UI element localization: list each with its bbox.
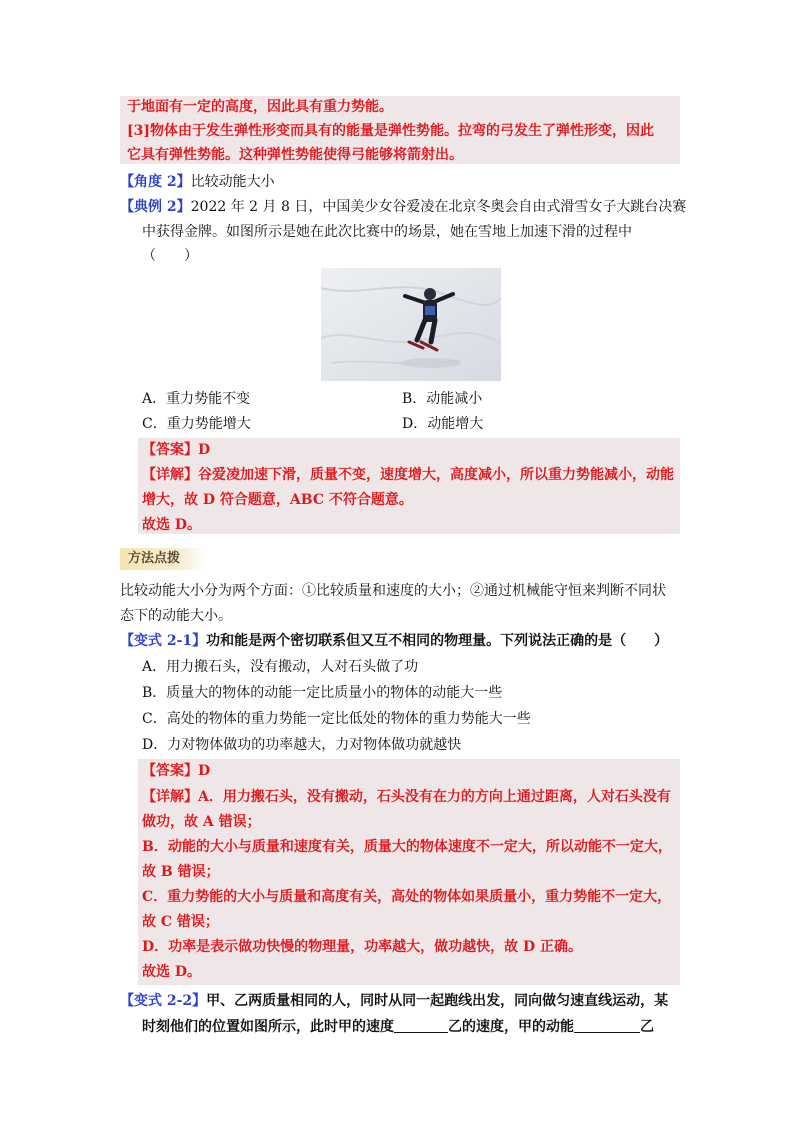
variant1-detail-line-7: D．功率是表示做功快慢的物理量，功率越大，做功越快，故 D 正确。	[142, 939, 583, 955]
example-line-3: （ ）	[142, 248, 198, 264]
method-line-1: 比较动能大小分为两个方面：①比较质量和速度的大小；②通过机械能守恒来判断不同状	[120, 583, 666, 599]
kinetic-energy-blank[interactable]	[574, 1018, 640, 1033]
method-tag: 方法点拨	[120, 548, 206, 570]
variant1-detail-tag: 【详解】	[142, 789, 198, 805]
explanation-line-1: 于地面有一定的高度，因此具有重力势能。	[127, 99, 393, 115]
variant2-tag: 【变式 2-2】	[120, 993, 207, 1009]
detail-text-1: 谷爱凌加速下滑，质量不变，速度增大，高度减小，所以重力势能减小，动能	[198, 467, 674, 483]
angle-tag: 【角度 2】	[120, 174, 191, 190]
variant1-detail-line-2: 做功，故 A 错误；	[142, 814, 261, 830]
variant2-text-2a: 时刻他们的位置如图所示，此时甲的速度	[142, 1019, 394, 1035]
example-line-1	[120, 194, 686, 220]
option-c: C．重力势能增大	[142, 416, 251, 432]
skier-photo	[321, 268, 501, 381]
example-detail-line-1	[142, 462, 674, 488]
example-answer-line	[142, 437, 210, 463]
variant2-text-2c: 乙	[640, 1019, 654, 1035]
variant2-text-1: 甲、乙两质量相同的人，同时从同一起跑线出发，同向做匀速直线运动，某	[206, 993, 669, 1009]
option-b: B．动能减小	[402, 391, 483, 407]
detail-tag: 【详解】	[142, 467, 198, 483]
example-tag: 【典例 2】	[120, 199, 191, 215]
explanation-line-3: 它具有弹性势能。这种弹性势能使得弓能够将箭射出。	[127, 147, 463, 163]
variant1-conclusion: 故选 D。	[142, 964, 202, 980]
variant2-line-1	[120, 988, 668, 1014]
variant1-answer-value: D	[198, 763, 211, 779]
variant1-answer-tag: 【答案】	[142, 763, 198, 779]
answer-tag: 【答案】	[142, 442, 198, 458]
variant1-detail-line-3: B．动能的大小与质量和速度有关，质量大的物体速度不一定大，所以动能不一定大，	[142, 839, 672, 855]
example-line-2: 中获得金牌。如图所示是她在此次比赛中的场景，她在雪地上加速下滑的过程中	[142, 224, 632, 240]
variant1-detail-line-1	[142, 784, 671, 810]
angle-title: 比较动能大小	[190, 174, 275, 190]
explanation-line-2: [3]物体由于发生弹性形变而具有的能量是弹性势能。拉弯的弓发生了弹性形变，因此	[127, 123, 654, 139]
option-a: A．重力势能不变	[142, 391, 251, 407]
answer-value: D	[198, 442, 211, 458]
method-line-2: 态下的动能大小。	[120, 608, 232, 624]
angle-heading	[120, 169, 275, 195]
variant2-line-2	[142, 1014, 654, 1040]
example-detail-line-2: 增大，故 D 符合题意，ABC 不符合题意。	[142, 492, 413, 508]
variant1-answer-line	[142, 758, 210, 784]
variant1-option-b: B．质量大的物体的动能一定比质量小的物体的动能大一些	[142, 685, 503, 701]
variant1-detail-line-6: 故 C 错误；	[142, 914, 219, 930]
variant1-option-c: C．高处的物体的重力势能一定比低处的物体的重力势能大一些	[142, 711, 531, 727]
variant1-option-a: A．用力搬石头，没有搬动，人对石头做了功	[142, 659, 419, 675]
variant1-detail-text-1: A．用力搬石头，没有搬动，石头没有在力的方向上通过距离，人对石头没有	[198, 789, 671, 805]
variant2-text-2b: 乙的速度，甲的动能	[448, 1019, 574, 1035]
variant1-tag: 【变式 2-1】	[120, 633, 207, 649]
variant1-question	[120, 628, 668, 654]
variant1-detail-line-4: 故 B 错误；	[142, 864, 220, 880]
example-conclusion: 故选 D。	[142, 517, 202, 533]
example-text-1: 2022 年 2 月 8 日，中国美少女谷爱凌在北京冬奥会自由式滑雪女子大跳台决赛	[190, 199, 687, 215]
option-d: D．动能增大	[402, 416, 484, 432]
skier-image	[321, 268, 501, 381]
variant1-text: 功和能是两个密切联系但又互不相同的物理量。下列说法正确的是（ ）	[206, 633, 669, 649]
variant1-detail-line-5: C．重力势能的大小与质量和高度有关，高处的物体如果质量小，重力势能不一定大，	[142, 889, 672, 905]
speed-blank[interactable]	[394, 1018, 448, 1033]
variant1-option-d: D．力对物体做功的功率越大，力对物体做功就越快	[142, 737, 462, 753]
